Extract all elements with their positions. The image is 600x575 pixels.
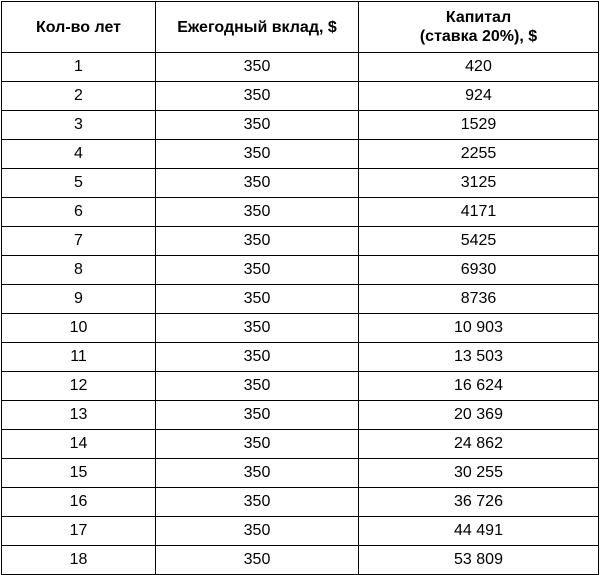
cell-annual-deposit: 350 xyxy=(156,111,359,140)
cell-annual-deposit: 350 xyxy=(156,82,359,111)
cell-capital: 420 xyxy=(359,53,599,82)
cell-capital: 24 862 xyxy=(359,430,599,459)
cell-annual-deposit: 350 xyxy=(156,488,359,517)
cell-years: 7 xyxy=(2,227,156,256)
cell-years: 2 xyxy=(2,82,156,111)
table-row xyxy=(2,227,599,256)
cell-years: 6 xyxy=(2,198,156,227)
table-row xyxy=(2,140,599,169)
cell-annual-deposit: 350 xyxy=(156,169,359,198)
table-header xyxy=(2,2,599,53)
cell-capital: 53 809 xyxy=(359,546,599,575)
cell-capital: 13 503 xyxy=(359,343,599,372)
cell-capital: 8736 xyxy=(359,285,599,314)
cell-years: 1 xyxy=(2,53,156,82)
header-annual-deposit: Ежегодный вклад, $ xyxy=(156,2,359,53)
cell-years: 3 xyxy=(2,111,156,140)
cell-capital: 2255 xyxy=(359,140,599,169)
cell-capital: 36 726 xyxy=(359,488,599,517)
cell-annual-deposit: 350 xyxy=(156,227,359,256)
table-row xyxy=(2,111,599,140)
table-row xyxy=(2,343,599,372)
cell-annual-deposit: 350 xyxy=(156,372,359,401)
cell-annual-deposit: 350 xyxy=(156,198,359,227)
cell-annual-deposit: 350 xyxy=(156,256,359,285)
cell-capital: 30 255 xyxy=(359,459,599,488)
cell-years: 9 xyxy=(2,285,156,314)
cell-capital: 5425 xyxy=(359,227,599,256)
header-years: Кол-во лет xyxy=(2,2,156,53)
header-capital xyxy=(359,2,599,53)
cell-annual-deposit: 350 xyxy=(156,430,359,459)
cell-years: 18 xyxy=(2,546,156,575)
cell-annual-deposit: 350 xyxy=(156,459,359,488)
cell-years: 15 xyxy=(2,459,156,488)
cell-annual-deposit: 350 xyxy=(156,517,359,546)
cell-years: 13 xyxy=(2,401,156,430)
header-capital-line2: (ставка 20%), $ xyxy=(419,28,538,45)
cell-capital: 44 491 xyxy=(359,517,599,546)
table-row xyxy=(2,517,599,546)
cell-years: 4 xyxy=(2,140,156,169)
table-row xyxy=(2,372,599,401)
cell-years: 8 xyxy=(2,256,156,285)
cell-annual-deposit: 350 xyxy=(156,314,359,343)
table-row xyxy=(2,53,599,82)
cell-years: 11 xyxy=(2,343,156,372)
cell-capital: 1529 xyxy=(359,111,599,140)
cell-years: 10 xyxy=(2,314,156,343)
table-row xyxy=(2,314,599,343)
cell-annual-deposit: 350 xyxy=(156,140,359,169)
table-row xyxy=(2,256,599,285)
table-row xyxy=(2,285,599,314)
cell-capital: 3125 xyxy=(359,169,599,198)
cell-years: 17 xyxy=(2,517,156,546)
cell-annual-deposit: 350 xyxy=(156,546,359,575)
cell-annual-deposit: 350 xyxy=(156,53,359,82)
cell-years: 14 xyxy=(2,430,156,459)
table-row xyxy=(2,198,599,227)
header-capital-line1: Капитал xyxy=(445,9,512,26)
table-row xyxy=(2,430,599,459)
cell-capital: 6930 xyxy=(359,256,599,285)
cell-years: 16 xyxy=(2,488,156,517)
header-row xyxy=(2,2,599,53)
cell-years: 5 xyxy=(2,169,156,198)
table-row xyxy=(2,546,599,575)
table-row xyxy=(2,82,599,111)
table-row xyxy=(2,401,599,430)
cell-capital: 20 369 xyxy=(359,401,599,430)
cell-capital: 924 xyxy=(359,82,599,111)
table-row xyxy=(2,169,599,198)
table-body xyxy=(2,53,599,575)
table-row xyxy=(2,459,599,488)
cell-capital: 16 624 xyxy=(359,372,599,401)
cell-annual-deposit: 350 xyxy=(156,343,359,372)
cell-capital: 10 903 xyxy=(359,314,599,343)
cell-annual-deposit: 350 xyxy=(156,401,359,430)
cell-years: 12 xyxy=(2,372,156,401)
cell-capital: 4171 xyxy=(359,198,599,227)
table-row xyxy=(2,488,599,517)
cell-annual-deposit: 350 xyxy=(156,285,359,314)
capital-growth-table xyxy=(1,1,599,575)
